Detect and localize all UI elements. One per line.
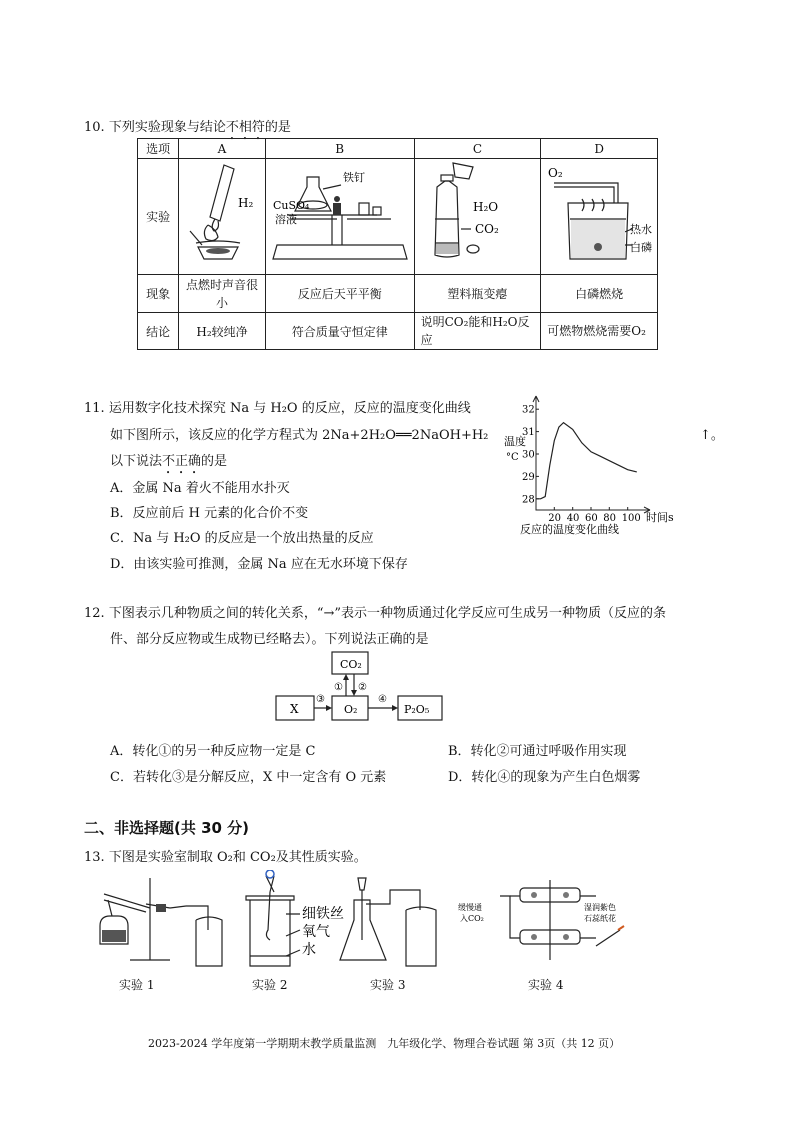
row-label: 实验: [138, 159, 179, 275]
table-header: A: [179, 139, 266, 159]
chart-ylabel-1: 温度: [504, 435, 526, 448]
caption-exp3: 实验 3: [370, 978, 406, 992]
table-header: B: [265, 139, 414, 159]
table-header: 选项: [138, 139, 179, 159]
label-2: ②: [358, 682, 367, 693]
exp-c-figure: [414, 159, 541, 275]
y-tick-label: 30: [522, 449, 535, 461]
q12-option-a: A．转化①的另一种反应物一定是 C: [110, 744, 316, 759]
section-2-title: 二、非选择题(共 30 分): [84, 819, 250, 837]
caption-exp2: 实验 2: [252, 978, 288, 992]
y-tick-label: 31: [522, 427, 535, 439]
table-header: C: [414, 139, 541, 159]
temperature-chart: [500, 390, 680, 540]
p2o5-node: P₂O₅: [404, 703, 430, 716]
experiments-illustration: [90, 870, 650, 975]
balance-illustration: [267, 159, 413, 271]
chart-caption: 反应的温度变化曲线: [520, 523, 619, 536]
q11-option-a: A．金属 Na 着火不能用水扑灭: [110, 481, 290, 496]
hot-water-label: 热水: [630, 223, 653, 236]
white-phosphorus-label: 白磷: [630, 241, 653, 254]
page-footer: 2023-2024 学年度第一学期期末教学质量监测 九年级化学、物理合卷试题 第 3页（共 12 页）: [148, 1037, 621, 1050]
exp4-right-label-1: 湿润紫色: [584, 903, 616, 912]
h2-label: H₂: [238, 196, 254, 210]
plastic-bottle-illustration: [415, 159, 539, 271]
q10-stem: 10. 下列实验现象与结论不相符的是: [84, 120, 291, 135]
q11-line2: 如下图所示，该反应的化学方程式为 2Na+2H₂O══2NaOH+H₂: [110, 428, 489, 443]
q11-line3: 以下说法不正确的是: [110, 454, 228, 469]
co2-node: CO₂: [340, 658, 362, 671]
exp2-label-water: 水: [302, 942, 316, 958]
temperature-series-line: [536, 423, 637, 499]
x-tick-label: 80: [603, 513, 617, 524]
q11-arrow-tail: ↑。: [700, 428, 724, 443]
table-header: D: [541, 139, 658, 159]
x-tick-label: 20: [548, 513, 562, 524]
phenomenon-b: 反应后天平平衡: [265, 275, 414, 313]
label-3: ③: [316, 694, 325, 705]
q11-option-b: B．反应前后 H 元素的化合价不变: [110, 506, 309, 521]
q11-option-c: C．Na 与 H₂O 的反应是一个放出热量的反应: [110, 531, 374, 546]
q13-stem: 13. 下图是实验室制取 O₂和 CO₂及其性质实验。: [84, 850, 367, 865]
q12-option-b: B．转化②可通过呼吸作用实现: [448, 744, 627, 759]
q12-option-c: C．若转化③是分解反应，X 中一定含有 O 元素: [110, 770, 387, 785]
q10-table: [137, 138, 658, 350]
row-label: 现象: [138, 275, 179, 313]
conclusion-d: 可燃物燃烧需要O₂: [541, 313, 658, 350]
exp1-apparatus: [100, 878, 222, 966]
exp-a-figure: [179, 159, 266, 275]
chart-ylabel-2: °C: [506, 452, 519, 463]
exp4-right-label-2: 石蕊纸花: [584, 914, 616, 923]
label-4: ④: [378, 694, 387, 705]
nail-label: 铁钉: [342, 171, 365, 184]
exp-b-figure: [265, 159, 414, 275]
conclusion-a: H₂较纯净: [179, 313, 266, 350]
q11-line1: 11. 运用数字化技术探究 Na 与 H₂O 的反应，反应的温度变化曲线: [84, 401, 471, 416]
exp3-apparatus: [340, 878, 436, 966]
y-tick-label: 29: [522, 471, 535, 483]
phenomenon-c: 塑料瓶变瘪: [414, 275, 541, 313]
conclusion-c: 说明CO₂能和H₂O反应: [414, 313, 541, 350]
phenomenon-d: 白磷燃烧: [541, 275, 658, 313]
x-tick-label: 100: [621, 513, 641, 524]
q12-line1: 12. 下图表示几种物质之间的转化关系，“→”表示一种物质通过化学反应可生成另一种物质（反应的条: [84, 606, 667, 621]
test-tube-burner-illustration: [180, 159, 264, 271]
exp2-label-wire: 细铁丝: [302, 906, 344, 922]
phenomenon-a: 点燃时声音很小: [179, 275, 266, 313]
y-tick-label: 32: [522, 404, 535, 416]
caption-exp4: 实验 4: [528, 978, 564, 992]
exp4-left-label-1: 缓慢通: [458, 903, 482, 912]
chart-xlabel: 时间s: [646, 511, 674, 524]
co2-label: CO₂: [475, 222, 500, 236]
x-tick-label: 60: [585, 513, 598, 524]
caption-exp1: 实验 1: [119, 978, 155, 992]
solution-label: 溶液: [274, 213, 297, 226]
q12-line2: 件、部分反应物或生成物已经略去）。下列说法正确的是: [110, 632, 429, 647]
exp2-apparatus: [246, 876, 300, 966]
o2-node: O₂: [344, 703, 358, 716]
q12-option-d: D．转化④的现象为产生白色烟雾: [448, 770, 641, 785]
conversion-diagram: [270, 650, 470, 725]
h2o-label: H₂O: [473, 200, 499, 214]
beaker-white-phosphorus-illustration: [542, 159, 656, 271]
x-tick-label: 40: [566, 513, 580, 524]
exp4-left-label-2: 入CO₂: [460, 914, 484, 923]
x-node: X: [290, 702, 299, 716]
q11-option-d: D．由该实验可推测，金属 Na 应在无水环境下保存: [110, 557, 408, 572]
exp2-label-oxygen: 氧气: [302, 924, 330, 940]
cuso4-label: CuSO₄: [272, 199, 310, 212]
o2-label: O₂: [548, 166, 563, 180]
conclusion-b: 符合质量守恒定律: [265, 313, 414, 350]
label-1: ①: [334, 682, 343, 693]
y-tick-label: 28: [522, 494, 535, 506]
exp-d-figure: [541, 159, 658, 275]
row-label: 结论: [138, 313, 179, 350]
